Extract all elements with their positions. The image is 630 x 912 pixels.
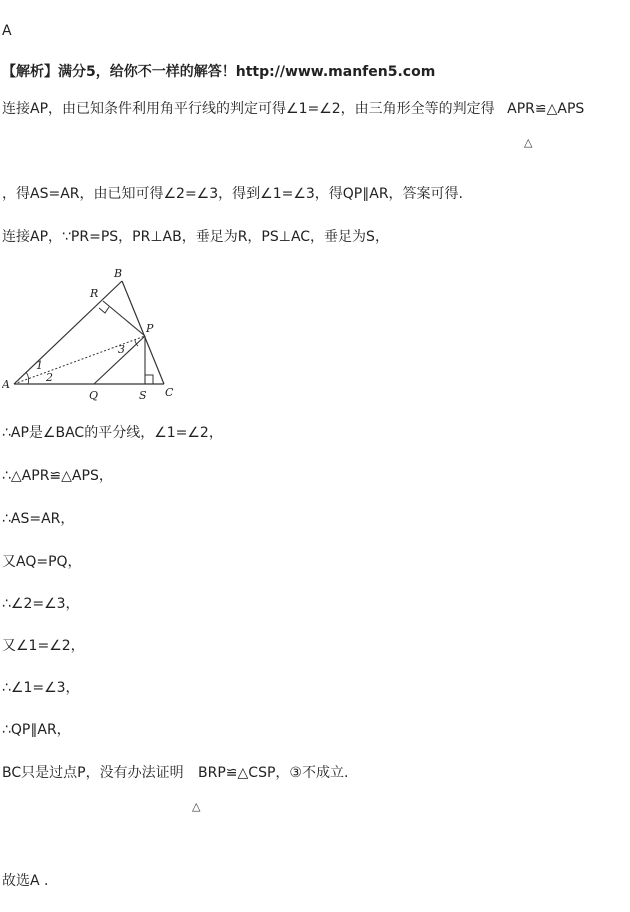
proof-step-8: ∴QP∥AR，: [2, 722, 71, 738]
label-3: 3: [118, 343, 125, 356]
label-P: P: [146, 322, 154, 335]
analysis-header: 【解析】满分5，给你不一样的解答！http://www.manfen5.com: [2, 64, 436, 80]
proof-step-7: ∴∠1=∠3，: [2, 680, 80, 696]
summary-line-2: ，得AS=AR，由已知可得∠2=∠3，得到∠1=∠3，得QP∥AR，答案可得.: [2, 186, 464, 202]
label-C: C: [165, 386, 174, 399]
summary-line-1-tail: APR≌△APS: [507, 101, 585, 117]
bc-line-tail: BRP≌△CSP，③不成立.: [198, 765, 349, 781]
proof-step-4: 又AQ=PQ，: [2, 554, 82, 570]
proof-step-5: ∴∠2=∠3，: [2, 596, 80, 612]
proof-intro-line: 连接AP，∵PR=PS，PR⊥AB，垂足为R，PS⊥AC，垂足为S，: [2, 229, 389, 245]
triangle-symbol-1: △: [524, 136, 533, 149]
proof-step-6: 又∠1=∠2，: [2, 638, 85, 654]
bc-line: [2, 764, 348, 782]
proof-step-3: ∴AS=AR，: [2, 511, 75, 527]
triangle-symbol-2: △: [192, 800, 201, 813]
label-1: 1: [36, 359, 43, 372]
label-Q: Q: [89, 389, 99, 402]
label-A: A: [2, 378, 10, 391]
final-answer: 故选A .: [2, 873, 49, 889]
summary-line-1: [2, 100, 584, 118]
label-R: R: [90, 287, 99, 300]
label-2: 2: [46, 371, 53, 384]
label-B: B: [114, 268, 123, 280]
label-S: S: [139, 389, 147, 402]
bc-line-text: BC只是过点P，没有办法证明: [2, 765, 184, 781]
summary-line-1-text: 连接AP，由已知条件利用角平行线的判定可得∠1=∠2，由三角形全等的判定得: [2, 101, 495, 117]
proof-step-1: ∴AP是∠BAC的平分线，∠1=∠2，: [2, 425, 223, 441]
geometry-figure: [2, 268, 192, 403]
proof-step-2: ∴△APR≌△APS，: [2, 468, 113, 484]
answer-letter: A: [2, 23, 12, 39]
